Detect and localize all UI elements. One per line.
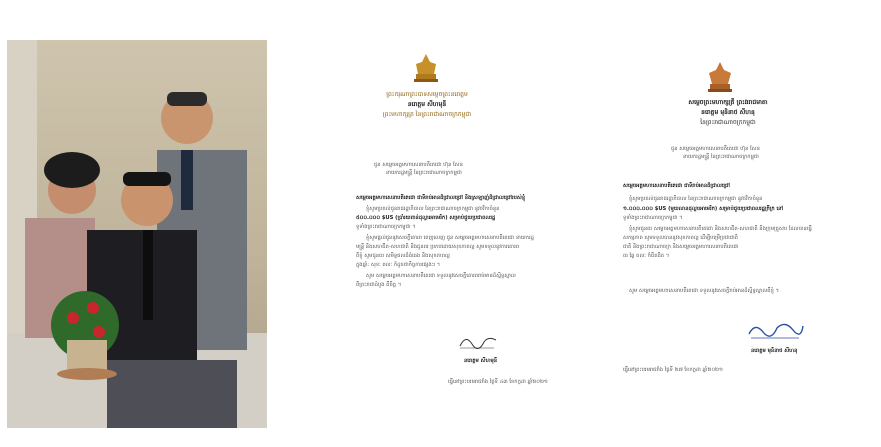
body-line: មន្ត្រី និងសហជីព-សហជាតិ និងជូនពរ ប្រកបដោយសុខភាពល្អ សូមទទួលនូវការគោរព [356,244,520,250]
header-line-3: ព្រះមហាក្សត្រ នៃព្រះរាជាណាចក្រកម្ពុជា [382,111,472,118]
body-line: ខ្ញុំសូមជូនពរ សម្តេចអគ្គមហាសេនាបតីតេជោ និងសហជីព-សហជាតិ និងក្រុមគ្រួសារ ដែលបានធ្វើ [629,226,812,232]
family-photo [7,40,267,428]
recipient-line-2: នាយករដ្ឋមន្ត្រី នៃព្រះរាជាណាចក្រកម្ពុជា [683,154,759,160]
recipient-line-1: ជូន សម្តេចអគ្គមហាសេនាបតីតេជោ ហ៊ុន សែន [374,162,463,168]
letter-king [282,40,572,428]
body-line: ពីខ្ញុំ សូមជូនពរ សមិទ្ធផលដ៏ធំធេង និងសុខភាពល្អ [356,253,450,259]
royal-crest-icon [705,60,735,94]
body-line: ពីព្រះរាជាដំបូង ពីចិត្ត ។ [356,282,402,288]
body-line: សកម្មភាព សូមទទួលបាននូវសុខភាពល្អ ដើម្បីបម្រើប្រជាជាតិ [623,235,738,241]
body-line: ១.០០០.០០០ $US (មួយលានដុល្លារអាមេរិក) សម្រាប់ជួយប្រជាពលរដ្ឋក្រីក្រ នៅ [623,206,784,212]
letter-footer: ធ្វើនៅព្រះបរមរាជវាំង ថ្ងៃទី ២៧ ខែកក្កដា ឆ្នាំ២០២១ [623,367,723,373]
body-line: សម្តេចអគ្គមហាសេនាបតីតេជោ ជាទីរាប់អានដ៏ជ្រាលជ្រៅ និងស្រឡាញ់ដ៏ជ្រាលជ្រៅរបស់ខ្ញុំ [356,195,526,201]
signature-king [458,332,498,352]
header-line-2: នរោត្តម សីហមុនី [407,101,447,108]
body-line: សូម សម្តេចអគ្គមហាសេនាបតីតេជោ ទទួលនូវសេចក្តីគោរពរាប់អានដ៏ស្និទ្ធស្នាល [366,273,516,279]
body-line: ខ្ញុំសូមប្រគល់ជូនរាជរដ្ឋាភិបាល នៃព្រះរាជាណាចក្រកម្ពុជា នូវថវិកាចំនួន [366,206,500,212]
body-line: ពរ ឆ្លៃ ពលៈ ក៏ជិតជិត ។ [623,253,670,259]
body-line: សូម សម្តេចអគ្គមហាសេនាបតីតេជោ ទទួលនូវសេចក្តីរាប់អានដ៏ស្និទ្ធស្នាលពីខ្ញុំ ។ [629,288,779,294]
body-line: ទូទាំងព្រះរាជាណាចក្រកម្ពុជា ។ [356,224,416,230]
recipient-line-2: នាយករដ្ឋមន្ត្រី នៃព្រះរាជាណាចក្រកម្ពុជា [386,170,462,176]
body-line: ក្នុងឆ្នាំ: សុខៈ ពលៈ ក៏ដូចជាកិច្ចការផ្សេងៗ ។ [356,262,441,268]
header-line-1: សម្តេចព្រះមហាក្សត្រី ព្រះវររាជមាតា [688,99,768,106]
signature-name: នរោត្តម មុនិនាថ សីហនុ [751,348,798,354]
letter-queen-mother [583,40,873,428]
letter-footer: ធ្វើនៅព្រះបរមរាជវាំង ថ្ងៃទី ៤៣ ខែកក្កដា ឆ្នាំ២០២១ [448,379,548,385]
header-line-2: នរោត្តម មុនិនាថ សីហនុ [701,109,755,116]
body-line: សម្តេចអគ្គមហាសេនាបតីតេជោ ជាទីរាប់អានដ៏ជ្រាលជ្រៅ [623,183,730,189]
body-line: ខ្ញុំសូមផ្តល់ជូននូវសេចក្តីគោរព ពេញលេញ ជូន សម្តេចអគ្គមហាសេនាបតីតេជោ នាយករដ្ឋ [366,235,534,241]
photo-figures [7,40,267,428]
header-line-3: នៃព្រះរាជាណាចក្រកម្ពុជា [700,119,756,126]
royal-crest-icon [412,52,440,84]
body-line: ទូទាំងព្រះរាជាណាចក្រកម្ពុជា ។ [623,215,683,221]
body-line: ជាតិ និងព្រះរាជាណាចក្រ និងសម្តេចអគ្គមហាសេនាបតីតេជោ [623,244,739,250]
body-line: ខ្ញុំសូមប្រគល់ជូនរាជរដ្ឋាភិបាល នៃព្រះរាជាណាចក្រកម្ពុជា នូវថវិកាចំនួន [629,196,763,202]
body-line: ៥០០.០០០ $US (ប្រាំរយពាន់ដុល្លារអាមេរិក) សម្រាប់ជួយប្រជាពលរដ្ឋ [356,215,496,221]
header-line-1: ព្រះករុណាព្រះបាទសម្តេចព្រះនរោត្តម [386,91,468,98]
signature-name: នរោត្តម សីហមុនី [464,358,498,364]
recipient-line-1: ជូន សម្តេចអគ្គមហាសេនាបតីតេជោ ហ៊ុន សែន [671,146,760,152]
signature-queen-mother [745,318,805,342]
